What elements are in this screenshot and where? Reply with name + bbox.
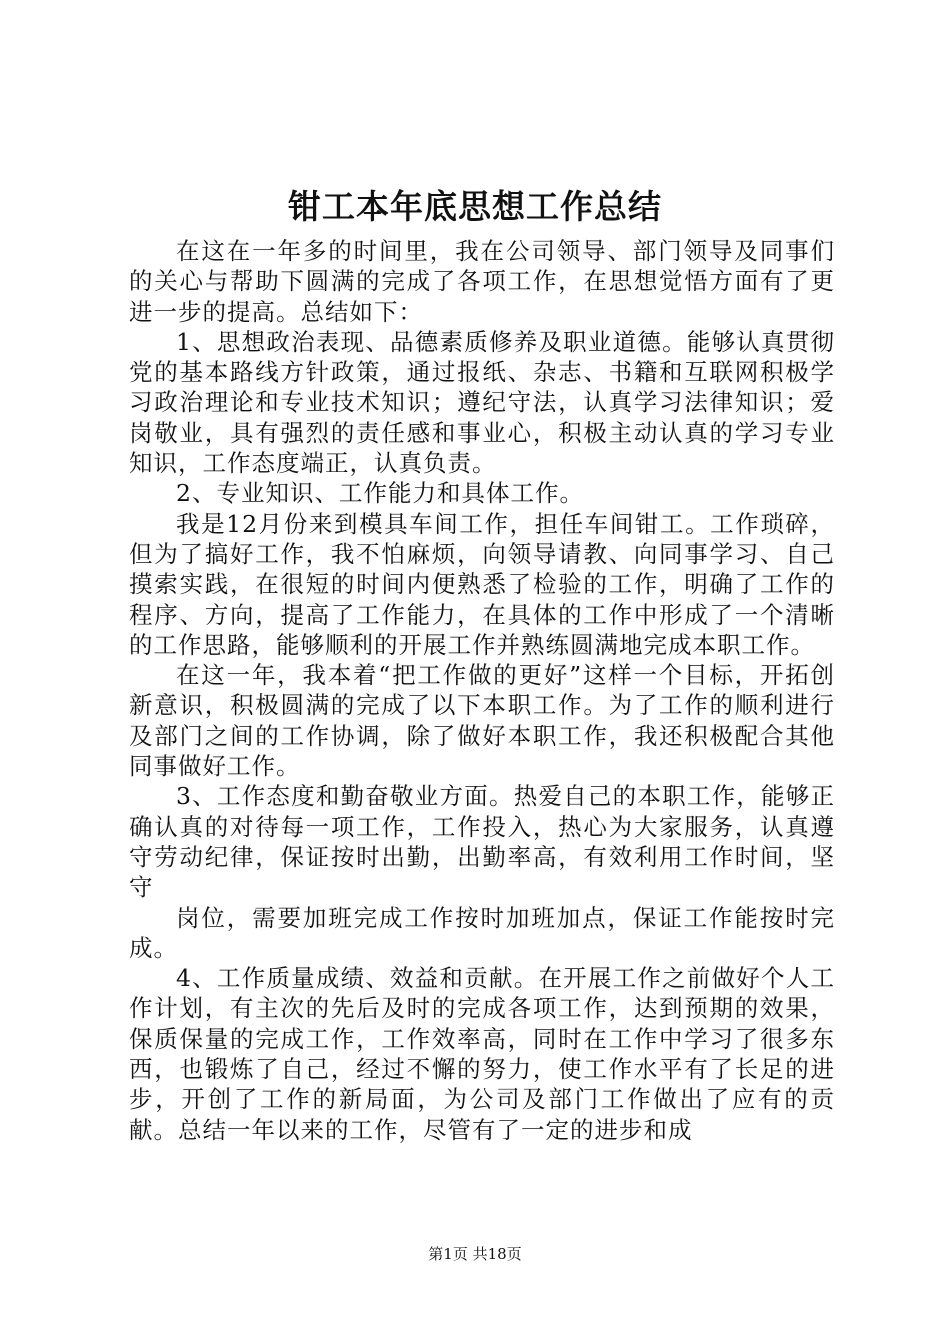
paragraph-section-3: 3、工作态度和勤奋敬业方面。热爱自己的本职工作，能够正确认真的对待每一项工作，工作投入，热心为大家服务，认真遵守劳动纪律，保证按时出勤，出勤率高，有效利用工作时间，坚守: [129, 782, 835, 902]
document-title: 钳工本年底思想工作总结: [288, 187, 662, 226]
paragraph-section-4: 4、工作质量成绩、效益和贡献。在开展工作之前做好个人工作计划，有主次的先后及时的完成各项工作，达到预期的效果，保质保量的完成工作，工作效率高，同时在工作中学习了很多东西，也锻炼了自己，经过不懈的努力，使工作水平有了长足的进步，开创了工作的新局面，为公司及部门工作做出了应有的贡献。总结一年以来的工作，尽管有了一定的进步和成: [129, 964, 835, 1144]
paragraph-section-2-heading: 2、专业知识、工作能力和具体工作。: [176, 479, 584, 508]
paragraph-section-2-goal: 在这一年，我本着“把工作做的更好”这样一个目标，开拓创新意识，积极圆满的完成了以下本职工作。为了工作的顺利进行及部门之间的工作协调，除了做好本职工作，我还积极配合其他同事做好工作。: [129, 661, 835, 781]
paragraph-intro: 在这在一年多的时间里，我在公司领导、部门领导及同事们的关心与帮助下圆满的完成了各项工作，在思想觉悟方面有了更进一步的提高。总结如下：: [129, 237, 835, 326]
paragraph-section-3-continued: 岗位，需要加班完成工作按时加班加点，保证工作能按时完成。: [129, 903, 835, 962]
paragraph-section-2-body: 我是12月份来到模具车间工作，担任车间钳工。工作琐碎，但为了搞好工作，我不怕麻烦，向领导请教、向同事学习、自己摸索实践，在很短的时间内便熟悉了检验的工作，明确了工作的程序、方向，提高了工作能力，在具体的工作中形成了一个清晰的工作思路，能够顺利的开展工作并熟练圆满地完成本职工作。: [129, 509, 835, 659]
document-body: [129, 236, 835, 1145]
page-number-footer: 第1页 共18页: [428, 1245, 522, 1263]
paragraph-section-1: 1、思想政治表现、品德素质修养及职业道德。能够认真贯彻党的基本路线方针政策，通过报纸、杂志、书籍和互联网积极学习政治理论和专业技术知识；遵纪守法，认真学习法律知识；爱岗敬业，具有强烈的责任感和事业心，积极主动认真的学习专业知识，工作态度端正，认真负责。: [129, 327, 835, 478]
